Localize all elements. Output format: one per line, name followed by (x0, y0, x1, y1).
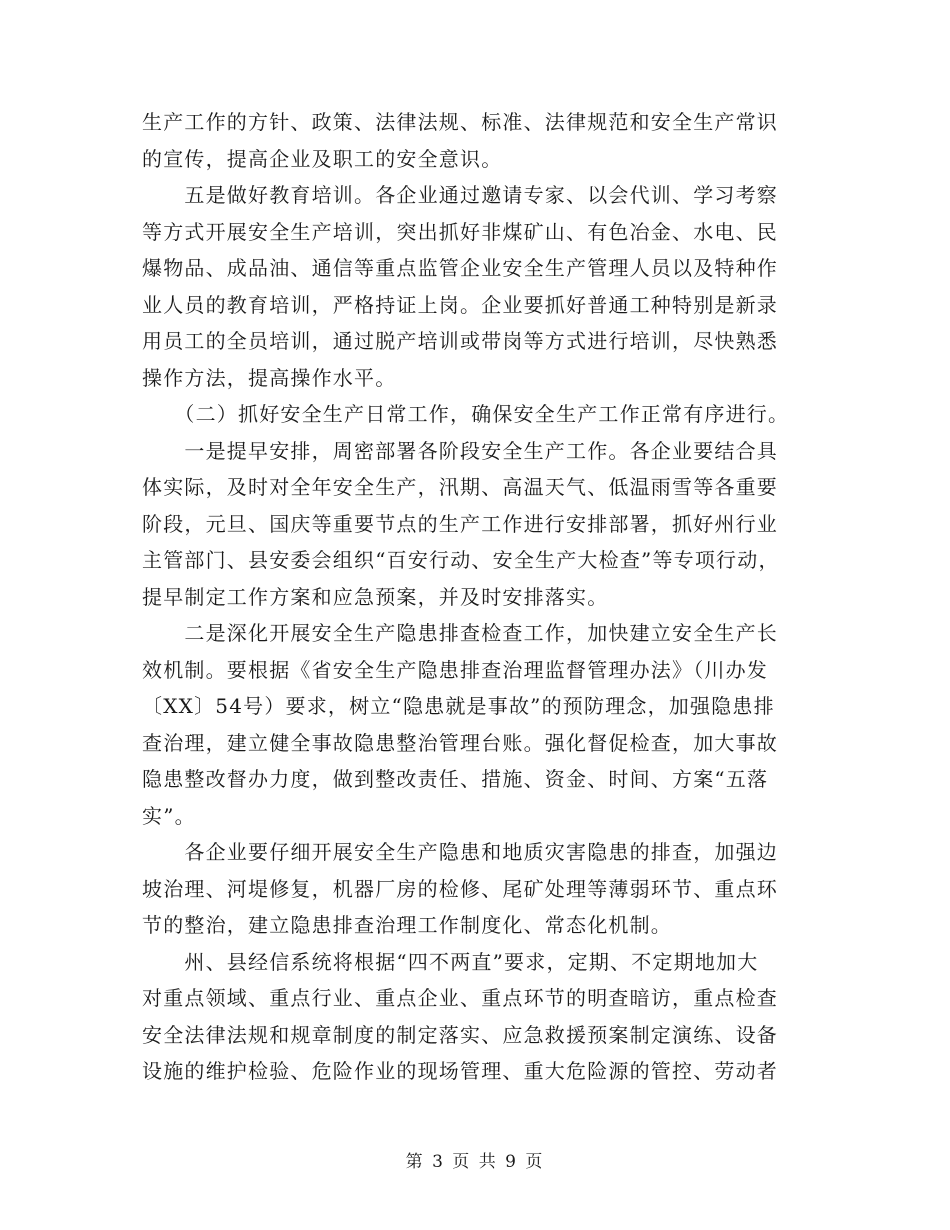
text-line: 安全法律法规和规章制度的制定落实、应急救援预案制定演练、设备 (142, 1022, 778, 1047)
text-line: 用员工的全员培训，通过脱产培训或带岗等方式进行培训，尽快熟悉 (142, 329, 778, 353)
text-line: 实”。 (142, 803, 196, 828)
text-line: 的宣传，提高企业及职工的安全意识。 (142, 146, 503, 171)
text-line: 一是提早安排，周密部署各阶段安全生产工作。各企业要结合具 (142, 438, 778, 463)
text-line: （二）抓好安全生产日常工作，确保安全生产工作正常有序进行。 (142, 402, 790, 426)
text-line: 各企业要仔细开展安全生产隐患和地质灾害隐患的排查，加强边 (142, 840, 778, 864)
text-line: 操作方法，提高操作水平。 (142, 365, 397, 390)
text-line: 节的整治，建立隐患排查治理工作制度化、常态化机制。 (142, 913, 672, 937)
text-line: 对重点领域、重点行业、重点企业、重点环节的明查暗访，重点检查 (142, 986, 778, 1010)
text-line: 坡治理、河堤修复，机器厂房的检修、尾矿处理等薄弱环节、重点环 (142, 876, 778, 901)
text-line: 提早制定工作方案和应急预案，并及时安排落实。 (142, 584, 609, 609)
page-footer: 第 3 页 共 9 页 (405, 1152, 545, 1172)
text-line: 爆物品、成品油、通信等重点监管企业安全生产管理人员以及特种作 (142, 256, 778, 280)
text-line: 阶段，元旦、国庆等重要节点的生产工作进行安排部署，抓好州行业 (142, 511, 778, 536)
text-line: 隐患整改督办力度，做到整改责任、措施、资金、时间、方案“五落 (142, 767, 769, 791)
text-line: 〔XX〕54号）要求，树立“隐患就是事故”的预防理念，加强隐患排 (142, 694, 775, 718)
text-line: 州、县经信系统将根据“四不两直”要求，定期、不定期地加大 (142, 949, 759, 974)
text-line: 二是深化开展安全生产隐患排查检查工作，加快建立安全生产长 (142, 621, 778, 645)
body-text (142, 104, 822, 1090)
text-line: 五是做好教育培训。各企业通过邀请专家、以会代训、学习考察 (142, 183, 778, 207)
text-line: 业人员的教育培训，严格持证上岗。企业要抓好普通工种特别是新录 (142, 292, 778, 317)
text-line: 设施的维护检验、危险作业的现场管理、重大危险源的管控、劳动者 (142, 1059, 778, 1083)
text-line: 效机制。要根据《省安全生产隐患排查治理监督管理办法》（川办发 (142, 657, 768, 682)
text-line: 等方式开展安全生产培训，突出抓好非煤矿山、有色冶金、水电、民 (142, 219, 778, 244)
text-line: 主管部门、县安委会组织“百安行动、安全生产大检查”等专项行动， (142, 548, 780, 572)
text-line: 生产工作的方针、政策、法律法规、标准、法律规范和安全生产常识 (142, 110, 778, 134)
text-line: 查治理，建立健全事故隐患整治管理台账。强化督促检查，加大事故 (142, 730, 778, 755)
text-line: 体实际，及时对全年安全生产，汛期、高温天气、低温雨雪等各重要 (142, 475, 778, 499)
